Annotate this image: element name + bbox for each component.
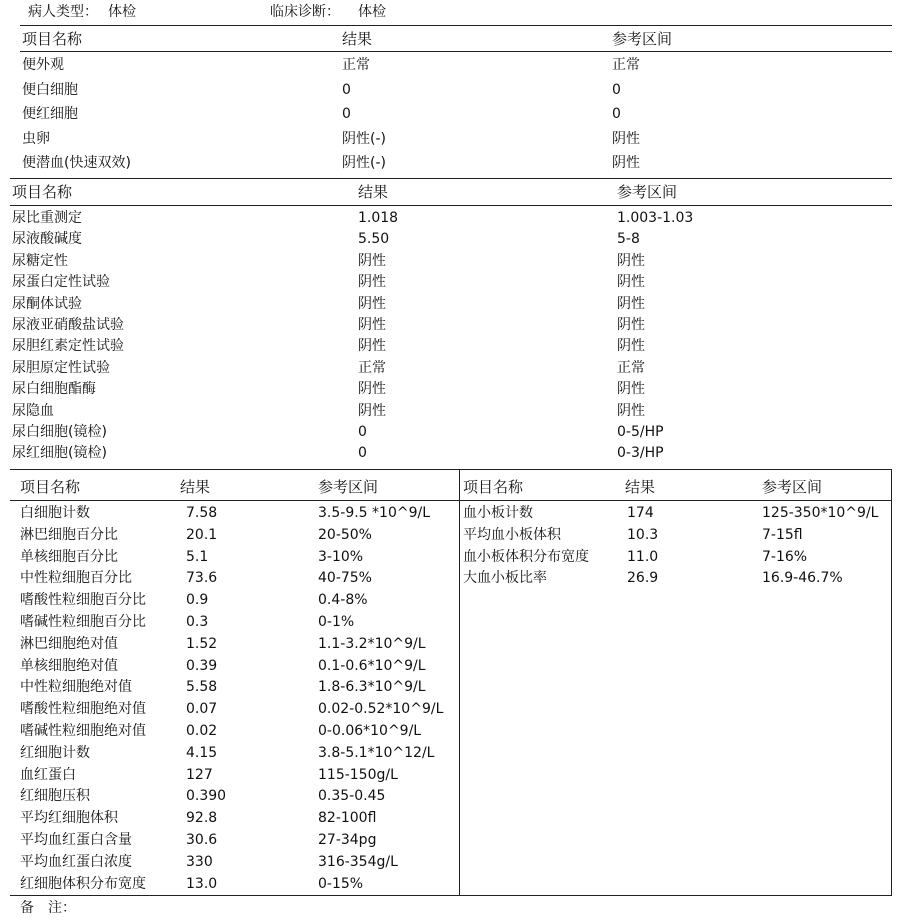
- blood-left-row-result-cell: 0.390: [186, 788, 227, 805]
- blood-left-row-ref-cell: 3.8-5.1*10^12/L: [318, 744, 435, 761]
- blood-right-row-name-cell: 血小板体积分布宽度: [463, 548, 589, 565]
- blood-right-row-name-cell: 平均血小板体积: [463, 526, 561, 543]
- stool-row-ref-cell: 0: [612, 81, 621, 98]
- urine-row-ref-cell: 阴性: [617, 317, 645, 333]
- stool-row-result-cell: 阴性(-): [342, 155, 386, 171]
- blood-left-row-result-cell: 127: [186, 766, 213, 783]
- stool-row-ref-cell: 0: [612, 106, 621, 122]
- stool-header-name: 项目名称: [22, 30, 83, 48]
- stool-row-result-cell: 0: [342, 106, 351, 122]
- blood-left-row-name-cell: 平均血红蛋白浓度: [20, 853, 132, 870]
- blood-left-row-name-cell: 红细胞计数: [20, 744, 90, 761]
- blood-left-row-ref-cell: 20-50%: [318, 526, 372, 543]
- blood-left-row-result-cell: 0.02: [186, 723, 218, 739]
- blood-right-row-ref-cell: 7-16%: [762, 548, 808, 565]
- blood-left-row-result-cell: 0.9: [186, 592, 209, 609]
- blood-left-row-ref-cell: 40-75%: [318, 570, 372, 587]
- urine-row-result-cell: 阴性: [358, 338, 386, 355]
- blood-left-row-ref-cell: 1.1-3.2*10^9/L: [318, 635, 426, 652]
- blood-left-row-ref-cell: 27-34pg: [318, 832, 377, 848]
- urine-row-ref-cell: 0-3/HP: [617, 445, 664, 462]
- urine-row-ref-cell: 阴性: [617, 274, 645, 291]
- blood-left-row-result-cell: 5.58: [186, 679, 218, 696]
- urine-row-ref-cell: 阴性: [617, 338, 645, 355]
- urine-row-ref-cell: 正常: [617, 359, 645, 376]
- urine-row-name-cell: 尿糖定性: [12, 252, 68, 269]
- urine-row-result-cell: 1.018: [358, 210, 399, 226]
- blood-left-row-name-cell: 嗜碱性粒细胞百分比: [20, 614, 146, 630]
- blood-left-row-ref-cell: 82-100fl: [318, 810, 377, 827]
- diagnosis-label: 临床诊断：: [270, 4, 340, 20]
- urine-header-rule: [10, 205, 892, 206]
- blood-right-header-rule: [459, 500, 892, 501]
- blood-left-row-name-cell: 白细胞计数: [20, 505, 90, 521]
- stool-header-result: 结果: [342, 30, 373, 48]
- blood-left-row-name-cell: 红细胞体积分布宽度: [20, 875, 146, 892]
- blood-left-row-result-cell: 92.8: [186, 810, 218, 827]
- blood-right-row-result-cell: 10.3: [627, 526, 659, 543]
- blood-left-row-name-cell: 嗜酸性粒细胞绝对值: [20, 701, 146, 718]
- blood-left-row-name-cell: 中性粒细胞绝对值: [20, 679, 132, 696]
- blood-left-row-ref-cell: 3.5-9.5 *10^9/L: [318, 505, 430, 521]
- urine-row-result-cell: 0: [358, 424, 367, 440]
- blood-right-header-result: 结果: [625, 478, 656, 496]
- stool-row-ref-cell: 正常: [612, 57, 640, 73]
- blood-left-row-name-cell: 嗜酸性粒细胞百分比: [20, 592, 146, 609]
- stool-row-name-cell: 便红细胞: [22, 106, 78, 122]
- blood-left-row-name-cell: 平均血红蛋白含量: [20, 832, 132, 848]
- blood-left-row-name-cell: 中性粒细胞百分比: [20, 570, 132, 587]
- urine-row-name-cell: 尿白细胞(镜检): [12, 424, 107, 440]
- urine-row-result-cell: 阴性: [358, 274, 386, 291]
- blood-right-row-result-cell: 11.0: [627, 548, 659, 565]
- blood-left-row-ref-cell: 0-1%: [318, 614, 355, 630]
- urine-row-name-cell: 尿白细胞酯酶: [12, 381, 96, 398]
- urine-header-result: 结果: [358, 183, 389, 201]
- blood-left-row-name-cell: 嗜碱性粒细胞绝对值: [20, 723, 146, 739]
- blood-left-row-result-cell: 4.15: [186, 744, 218, 761]
- blood-right-header-ref: 参考区间: [762, 478, 823, 496]
- urine-row-result-cell: 阴性: [358, 252, 386, 269]
- urine-row-result-cell: 5.50: [358, 231, 390, 248]
- stool-row-result-cell: 阴性(-): [342, 130, 386, 147]
- remark-label: 备 注：: [20, 900, 76, 916]
- urine-row-name-cell: 尿液酸碱度: [12, 231, 82, 248]
- blood-left-row-result-cell: 0.07: [186, 701, 218, 718]
- blood-left-row-name-cell: 单核细胞百分比: [20, 548, 118, 565]
- stool-row-result-cell: 0: [342, 81, 351, 98]
- blood-left-row-ref-cell: 0.1-0.6*10^9/L: [318, 657, 426, 674]
- blood-left-row-result-cell: 330: [186, 853, 213, 870]
- blood-right-header-name: 项目名称: [463, 478, 524, 496]
- blood-left-header-ref: 参考区间: [318, 478, 379, 496]
- blood-left-row-name-cell: 血红蛋白: [20, 766, 76, 783]
- urine-row-name-cell: 尿隐血: [12, 402, 54, 419]
- blood-right-row-name-cell: 大血小板比率: [463, 570, 547, 587]
- urine-top-rule: [10, 178, 892, 179]
- blood-top-rule: [10, 469, 892, 470]
- urine-row-ref-cell: 阴性: [617, 402, 645, 419]
- blood-left-row-result-cell: 13.0: [186, 875, 218, 892]
- patient-type-label: 病人类型：: [28, 4, 98, 20]
- urine-row-ref-cell: 阴性: [617, 381, 645, 398]
- stool-row-name-cell: 便白细胞: [22, 81, 78, 98]
- blood-right-row-result-cell: 26.9: [627, 570, 659, 587]
- patient-type-value: 体检: [108, 4, 136, 20]
- urine-row-ref-cell: 5-8: [617, 231, 640, 248]
- urine-row-ref-cell: 阴性: [617, 252, 645, 269]
- blood-left-row-name-cell: 红细胞压积: [20, 788, 90, 805]
- urine-row-result-cell: 阴性: [358, 295, 386, 312]
- blood-left-header-result: 结果: [180, 478, 211, 496]
- urine-row-name-cell: 尿酮体试验: [12, 295, 82, 312]
- blood-left-row-name-cell: 单核细胞绝对值: [20, 657, 118, 674]
- blood-left-row-result-cell: 0.3: [186, 614, 209, 630]
- blood-left-row-ref-cell: 316-354g/L: [318, 853, 398, 870]
- diagnosis-value: 体检: [358, 4, 386, 20]
- blood-left-header-name: 项目名称: [20, 478, 81, 496]
- urine-row-result-cell: 阴性: [358, 381, 386, 398]
- stool-header-rule: [20, 51, 892, 52]
- blood-left-row-ref-cell: 0-15%: [318, 875, 364, 892]
- urine-row-ref-cell: 0-5/HP: [617, 424, 664, 440]
- blood-left-row-ref-cell: 3-10%: [318, 548, 364, 565]
- blood-column-divider: [459, 469, 460, 895]
- blood-left-row-result-cell: 30.6: [186, 832, 218, 848]
- blood-right-row-ref-cell: 16.9-46.7%: [762, 570, 843, 587]
- stool-row-ref-cell: 阴性: [612, 155, 640, 171]
- blood-left-row-result-cell: 20.1: [186, 526, 218, 543]
- stool-row-name-cell: 虫卵: [22, 130, 50, 147]
- urine-row-name-cell: 尿比重测定: [12, 210, 82, 226]
- urine-row-result-cell: 正常: [358, 359, 386, 376]
- urine-header-name: 项目名称: [12, 183, 73, 201]
- blood-right-row-name-cell: 血小板计数: [463, 505, 533, 521]
- urine-header-ref: 参考区间: [617, 183, 678, 201]
- stool-row-name-cell: 便潜血(快速双效): [22, 155, 131, 171]
- blood-left-row-ref-cell: 1.8-6.3*10^9/L: [318, 679, 426, 696]
- blood-left-row-ref-cell: 0.35-0.45: [318, 788, 386, 805]
- urine-row-name-cell: 尿液亚硝酸盐试验: [12, 317, 124, 333]
- blood-left-header-rule: [10, 500, 459, 501]
- stool-top-rule: [20, 25, 892, 26]
- blood-left-row-result-cell: 5.1: [186, 548, 209, 565]
- blood-left-row-ref-cell: 115-150g/L: [318, 766, 398, 783]
- stool-row-name-cell: 便外观: [22, 57, 64, 73]
- blood-left-row-ref-cell: 0.4-8%: [318, 592, 368, 609]
- blood-right-border: [891, 469, 892, 895]
- urine-row-name-cell: 尿蛋白定性试验: [12, 274, 110, 291]
- blood-right-row-ref-cell: 125-350*10^9/L: [762, 505, 879, 521]
- urine-row-result-cell: 阴性: [358, 317, 386, 333]
- stool-row-result-cell: 正常: [342, 57, 370, 73]
- urine-row-result-cell: 0: [358, 445, 367, 462]
- blood-right-row-ref-cell: 7-15fl: [762, 526, 803, 543]
- urine-row-ref-cell: 阴性: [617, 295, 645, 312]
- blood-left-row-result-cell: 1.52: [186, 635, 218, 652]
- urine-row-name-cell: 尿胆红素定性试验: [12, 338, 124, 355]
- stool-row-ref-cell: 阴性: [612, 130, 640, 147]
- blood-left-row-ref-cell: 0.02-0.52*10^9/L: [318, 701, 444, 718]
- blood-left-row-result-cell: 73.6: [186, 570, 218, 587]
- blood-left-row-result-cell: 7.58: [186, 505, 218, 521]
- urine-row-name-cell: 尿红细胞(镜检): [12, 445, 107, 462]
- blood-left-row-ref-cell: 0-0.06*10^9/L: [318, 723, 422, 739]
- urine-row-result-cell: 阴性: [358, 402, 386, 419]
- blood-bottom-rule: [10, 895, 892, 896]
- blood-left-row-name-cell: 淋巴细胞绝对值: [20, 635, 118, 652]
- blood-left-row-name-cell: 淋巴细胞百分比: [20, 526, 118, 543]
- blood-left-row-name-cell: 平均红细胞体积: [20, 810, 118, 827]
- blood-right-row-result-cell: 174: [627, 505, 654, 521]
- urine-row-ref-cell: 1.003-1.03: [617, 210, 694, 226]
- urine-row-name-cell: 尿胆原定性试验: [12, 359, 110, 376]
- blood-left-row-result-cell: 0.39: [186, 657, 218, 674]
- stool-header-ref: 参考区间: [612, 30, 673, 48]
